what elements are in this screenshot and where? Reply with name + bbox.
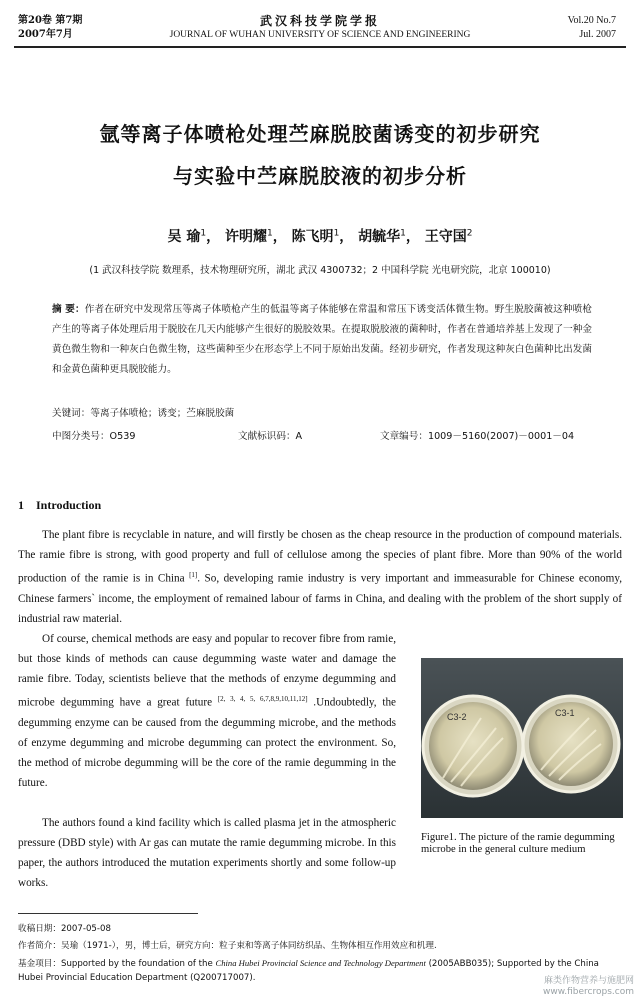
title-line-1: 氩等离子体喷枪处理苎麻脱胶菌诱变的初步研究 xyxy=(99,122,541,146)
petri-dish-right xyxy=(523,696,619,792)
citation[interactable]: [2, 3, 4, 5, 6,7,8,9,10,11,12] xyxy=(217,695,308,703)
author: 吴 瑜$^1$ xyxy=(167,228,207,245)
header-volume-en xyxy=(568,14,616,42)
clc-number: 中图分类号：O539 xyxy=(52,431,136,442)
section-title: Introduction xyxy=(36,498,102,512)
classification-row xyxy=(52,428,592,442)
dish-left-label: C3-2 xyxy=(447,712,467,722)
title-line-2: 与实验中苎麻脱胶液的初步分析 xyxy=(173,164,467,188)
keywords-label: 关键词： xyxy=(52,408,91,419)
keywords-text: 等离子体喷枪；诱变；苎麻脱胶菌 xyxy=(90,408,235,419)
author: 王守国$^2$ xyxy=(424,228,473,245)
journal-name-cn: 武汉科技学院学报 xyxy=(259,14,380,28)
footnote-received: 收稿日期：2007-05-08 xyxy=(18,924,111,934)
footnote-funding: 基金项目：Supported by the foundation of the China Hubei Provincial Science and Technology Department (2005ABB035); Supported by the China Hubei Provincial Education Department (Q200717007). xyxy=(18,958,599,983)
header-journal xyxy=(0,14,640,42)
citation[interactable]: [1] xyxy=(189,571,198,579)
author: 陈飞明$^1$ xyxy=(291,228,340,245)
journal-name-en: JOURNAL OF WUHAN UNIVERSITY OF SCIENCE AND ENGINEERING xyxy=(169,30,471,40)
keywords xyxy=(52,405,234,419)
abstract-text: 作者在研究中发现常压等离子体喷枪产生的低温等离子体能够在常温和常压下诱变活体微生物。野生脱胶菌被这种喷枪产生的等离子体处理后用于脱胶在几天内能够产生很好的脱胶效果。在提取脱胶液的菌种时，作者在普通培养基上发现了一种金黄色微生物和一种灰白色微生物，这些菌种至少在形态学上不同于原始出发菌。经初步研究，作者发现这种灰白色菌种比出发菌和金黄色菌种更具脱胶能力。 xyxy=(52,304,593,375)
petri-dish-photo xyxy=(421,658,623,818)
date-cn: 2007年7月 xyxy=(18,29,73,40)
figure-petri-dishes xyxy=(421,658,623,818)
footnote-rule xyxy=(18,913,198,914)
affiliation: (1 武汉科技学院 数理系，技术物理研究所，湖北 武汉 4300732；2 中国科学院 光电研究院，北京 100010) xyxy=(89,265,551,276)
petri-dish-left xyxy=(423,696,523,796)
header-rule xyxy=(14,46,626,48)
author: 许明耀$^1$ xyxy=(224,228,273,245)
figure-caption: Figure1. The picture of the ramie degumming microbe in the general culture medium xyxy=(421,832,615,855)
watermark-line-2: www.fibercrops.com xyxy=(543,987,634,997)
doc-code: 文献标识码：A xyxy=(238,431,303,442)
volume-cn: 第20卷 第7期 xyxy=(18,15,83,26)
author: 胡毓华$^1$ xyxy=(358,228,406,245)
volume-en: Vol.20 No.7 xyxy=(567,15,616,26)
dish-right-label: C3-1 xyxy=(555,708,575,718)
paragraph-2: Of course, chemical methods are easy and popular to recover fibre from ramie, but those kinds of methods can cause degumming waste water and damage the ramie fibre. Today, scientists believe that the methods of enzyme degumming and microbe degumming have a great future [2, 3, 4, 5, 6,7,8,9,10,11,12] .Undoubtedly, the degumming enzyme can be caused from the degumming microbe, and the methods of enzyme degumming and microbe degumming can protect the environment. So, the method of microbe degumming will be the core of the ramie degumming in the future. xyxy=(18,633,397,789)
watermark xyxy=(543,976,634,998)
abstract xyxy=(52,300,592,380)
paragraph-1: The plant fibre is recyclable in nature, and will firstly be chosen as the cheap resource in the production of compound materials. The ramie fibre is strong, with good property and full of cellulose among the species of plant fibre. More than 90% of the world production of the ramie is in China [1]. So, developing ramie industry is very important and immeasurable for Chinese economy, Chinese farmers` income, the employment of remained labour of farms in China, and dealing with the problem of the short supply of industrial raw material. xyxy=(18,529,622,625)
article-number: 文章编号：1009－5160(2007)－0001－04 xyxy=(380,431,575,442)
section-heading xyxy=(18,498,101,513)
paragraph-3: The authors found a kind facility which is called plasma jet in the atmospheric pressure (DBD style) with Ar gas can mutate the ramie degumming microbe. In this paper, the authors introduced the mutation experiments shortly and some follow-up works. xyxy=(18,817,396,889)
footnote-bio: 作者简介：吴瑜（1971-），男，博士后，研究方向：粒子束和等离子体同纺织品、生物体相互作用效应和机理. xyxy=(18,941,437,951)
author-list: 吴 瑜$^1$， 许明耀$^1$， 陈飞明$^1$， 胡毓华$^1$， 王守国$^2$ xyxy=(167,228,473,245)
section-number: 1 xyxy=(18,498,24,512)
funding-label: 基金项目： xyxy=(18,959,61,969)
watermark-line-1: 麻类作物营养与施肥网 xyxy=(543,976,634,986)
date-en: Jul. 2007 xyxy=(579,29,616,40)
abstract-label: 摘 要： xyxy=(52,304,85,315)
